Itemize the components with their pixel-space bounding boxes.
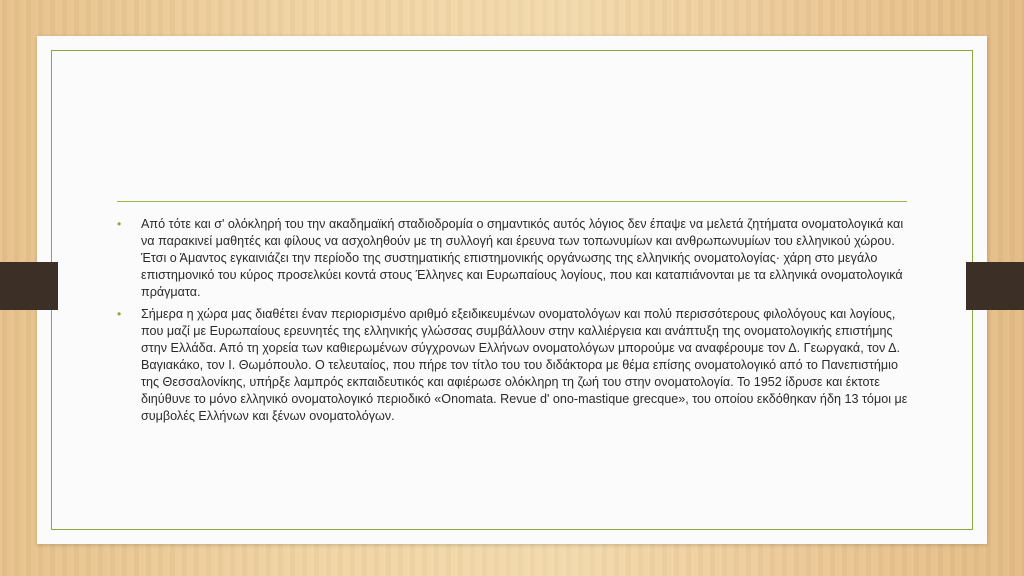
right-decorative-bar xyxy=(966,262,1024,310)
bullet-item-1 xyxy=(117,216,912,301)
bullet-item-2 xyxy=(117,306,912,425)
slide-content xyxy=(117,216,912,430)
bullet-marker: • xyxy=(117,307,122,321)
bullet-text-2: Σήμερα η χώρα μας διαθέτει έναν περιορισμένο αριθμό εξειδικευμένων ονοματολόγων και πολύ περισσότερους φιλολόγους και λογίους, που μαζί με Ευρωπαίους ερευνητές της ελληνικής γλώσσας συμβάλλουν στην καλλιέργεια και ανάπτυξη της ονοματολογικής επιστήμης στην Ελλάδα. Από τη χορεία των καθιερωμένων σύγχρονων Ελλήνων ονοματολόγων μπορούμε να αναφέρουμε τον Δ. Γεωργακά, τον Δ. Βαγιακάκο, τον Ι. Θωμόπουλο. Ο τελευταίος, που πήρε τον τίτλο του του διδάκτορα με θέμα επίσης ονοματολογικό από το Πανεπιστήμιο της Θεσσαλονίκης, υπήρξε λαμπρός εκπαιδευτικός και αφιέρωσε ολόκληρη τη ζωή του στην ονοματολογία. Το 1952 ίδρυσε και έκτοτε διηύθυνε το μόνο ελληνικό ονοματολογικό περιοδικό «Onomata. Revue d' ono-mastique grecque», του οποίου εκδόθηκαν ήδη 13 τόμοι με συμβολές Ελλήνων και ξένων ονοματολόγων. xyxy=(141,307,908,423)
bullet-text-1: Από τότε και σ' ολόκληρή του την ακαδημαϊκή σταδιοδρομία ο σημαντικός αυτός λόγιος δεν έπαψε να μελετά ζητήματα ονοματολογικά και να παρακινεί μαθητές και φίλους να ασχοληθούν με τη συλλογή και έρευνα των τοπωνυμίων και ανθρωπωνυμίων του ελληνικού χώρου. Έτσι ο Άμαντος εγκαινιάζει την περίοδο της συστηματικής επιστημονικής οργάνωσης της ελληνικής ονοματολογίας· χάρη στο μεγάλο επιστημονικό του κύρος προσελκύει κοντά στους Έλληνες και Ευρωπαίους λογίους, που και καταπιάνονται με τα ελληνικά ονοματολογικά πράγματα. xyxy=(141,217,904,299)
bullet-marker: • xyxy=(117,217,122,231)
slide xyxy=(37,36,987,544)
title-divider-line xyxy=(117,201,907,202)
left-decorative-bar xyxy=(0,262,58,310)
